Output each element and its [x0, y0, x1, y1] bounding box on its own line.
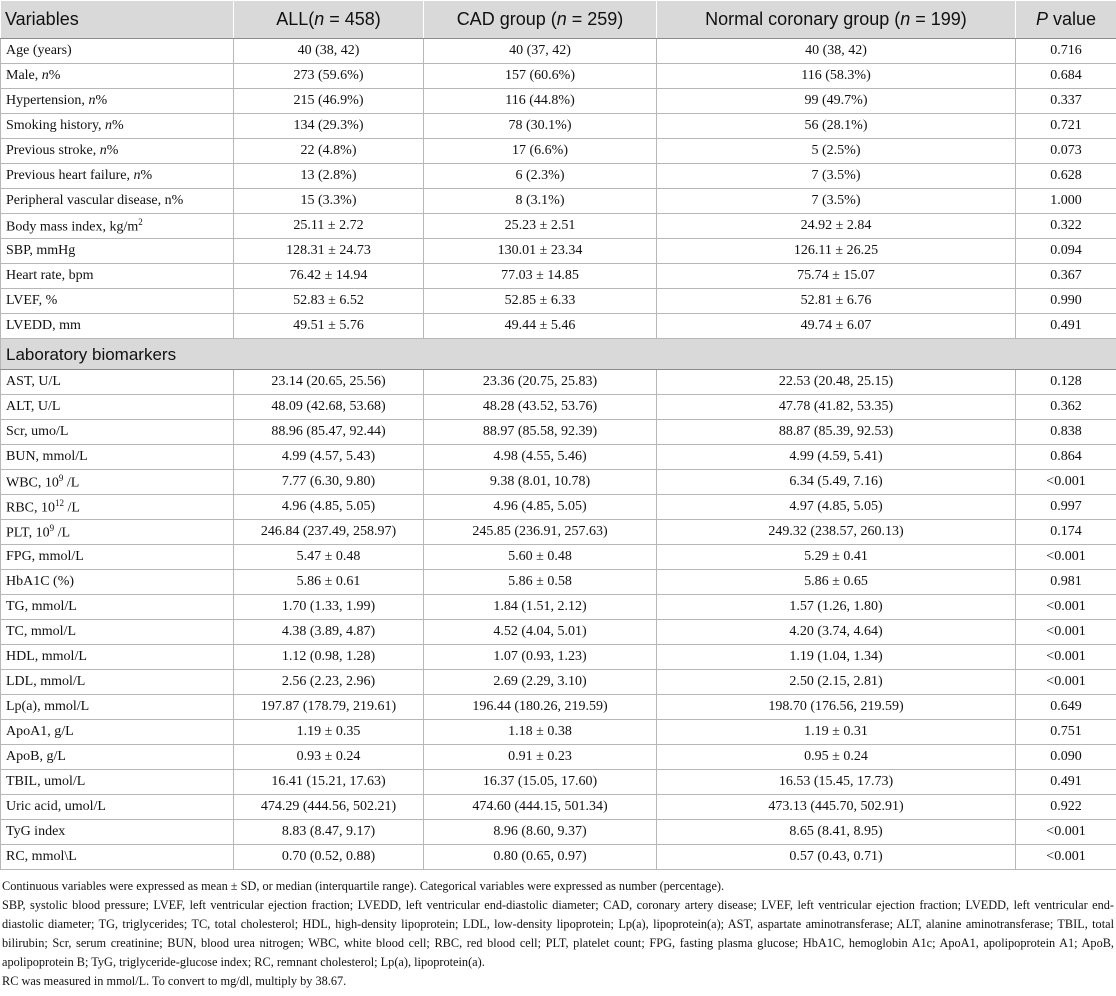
table-row — [1, 264, 1116, 289]
row-label: FPG, mmol/L — [1, 545, 234, 570]
cell-normal: 1.57 (1.26, 1.80) — [657, 595, 1016, 620]
row-label: HbA1C (%) — [1, 570, 234, 595]
row-label: Smoking history, n% — [1, 114, 234, 139]
cell-p-value: <0.001 — [1016, 645, 1116, 670]
row-label: SBP, mmHg — [1, 239, 234, 264]
cell-cad: 1.84 (1.51, 2.12) — [424, 595, 657, 620]
table-row — [1, 770, 1116, 795]
cell-normal: 2.50 (2.15, 2.81) — [657, 670, 1016, 695]
row-label: WBC, $10^9$ /L — [1, 470, 234, 495]
cell-p-value: 0.628 — [1016, 164, 1116, 189]
cell-cad: 0.91 ± 0.23 — [424, 745, 657, 770]
cell-cad: 6 (2.3%) — [424, 164, 657, 189]
cell-p-value: 0.073 — [1016, 139, 1116, 164]
table-row — [1, 420, 1116, 445]
row-label: ApoB, g/L — [1, 745, 234, 770]
row-label: Hypertension, n% — [1, 89, 234, 114]
cell-p-value: 0.838 — [1016, 420, 1116, 445]
cell-p-value: <0.001 — [1016, 545, 1116, 570]
table-footnotes — [0, 870, 1116, 991]
cell-normal: 5.86 ± 0.65 — [657, 570, 1016, 595]
cell-normal: 5.29 ± 0.41 — [657, 545, 1016, 570]
cell-all: 48.09 (42.68, 53.68) — [234, 395, 424, 420]
cell-p-value: <0.001 — [1016, 595, 1116, 620]
cell-cad: 196.44 (180.26, 219.59) — [424, 695, 657, 720]
table-row — [1, 520, 1116, 545]
table-row — [1, 620, 1116, 645]
cell-p-value: 0.922 — [1016, 795, 1116, 820]
table-row — [1, 820, 1116, 845]
row-label: Age (years) — [1, 39, 234, 64]
cell-normal: 99 (49.7%) — [657, 89, 1016, 114]
row-label: RC, mmol\L — [1, 845, 234, 870]
cell-all: 134 (29.3%) — [234, 114, 424, 139]
cell-p-value: 0.649 — [1016, 695, 1116, 720]
table-row — [1, 64, 1116, 89]
table-row — [1, 570, 1116, 595]
table-row — [1, 445, 1116, 470]
footnote-statistics: Continuous variables were expressed as mean ± SD, or median (interquartile range). Categorical variables were expressed as number (percentage). — [2, 879, 725, 893]
table-row — [1, 289, 1116, 314]
cell-p-value: 0.981 — [1016, 570, 1116, 595]
row-label: Uric acid, umol/L — [1, 795, 234, 820]
row-label: Body mass index, $kg/m^2$ — [1, 214, 234, 239]
table-row — [1, 114, 1116, 139]
cell-normal: 473.13 (445.70, 502.91) — [657, 795, 1016, 820]
cell-cad: 1.07 (0.93, 1.23) — [424, 645, 657, 670]
cell-cad: 116 (44.8%) — [424, 89, 657, 114]
cell-p-value: 0.716 — [1016, 39, 1116, 64]
cell-p-value: 0.997 — [1016, 495, 1116, 520]
row-label: LVEDD, mm — [1, 314, 234, 339]
cell-cad: 52.85 ± 6.33 — [424, 289, 657, 314]
cell-cad: 474.60 (444.15, 501.34) — [424, 795, 657, 820]
table-row — [1, 189, 1116, 214]
cell-cad: 5.86 ± 0.58 — [424, 570, 657, 595]
cell-normal: 56 (28.1%) — [657, 114, 1016, 139]
cell-normal: 4.99 (4.59, 5.41) — [657, 445, 1016, 470]
cell-p-value: 0.128 — [1016, 370, 1116, 395]
cell-cad: 49.44 ± 5.46 — [424, 314, 657, 339]
table-row — [1, 470, 1116, 495]
cell-all: 49.51 ± 5.76 — [234, 314, 424, 339]
cell-normal: 0.95 ± 0.24 — [657, 745, 1016, 770]
cell-p-value: 0.684 — [1016, 64, 1116, 89]
cell-normal: 75.74 ± 15.07 — [657, 264, 1016, 289]
cell-cad: 157 (60.6%) — [424, 64, 657, 89]
header-normal-coronary-group: Normal coronary group (n = 199) — [657, 1, 1016, 39]
cell-normal: 198.70 (176.56, 219.59) — [657, 695, 1016, 720]
footnote-abbreviations: SBP, systolic blood pressure; LVEF, left ventricular ejection fraction; LVEDD, left ventricular end-diastolic diameter; CAD, coronary artery disease; LVEF, left ventricular ejection fraction; LVEDD, left ventricular end-diastolic diameter; TG, triglycerides; TC, total cholesterol; HDL, high-density lipoprotein; LDL, low-density lipoprotein; Lp(a), lipoprotein(a); AST, aspartate aminotransferase; ALT, alanine aminotransferase; TBIL, total bilirubin; Scr, serum creatinine; BUN, blood urea nitrogen; WBC, white blood cell; RBC, red blood cell; PLT, platelet count; FPG, fasting plasma glucose; HbA1C, hemoglobin A1c; ApoA1, apolipoprotein A1; ApoB, apolipoprotein B; TyG, triglyceride-glucose index; RC, remnant cholesterol; Lp(a), lipoprotein(a). — [2, 898, 1114, 969]
cell-cad: 78 (30.1%) — [424, 114, 657, 139]
cell-p-value: 0.362 — [1016, 395, 1116, 420]
cell-cad: 16.37 (15.05, 17.60) — [424, 770, 657, 795]
cell-p-value: <0.001 — [1016, 845, 1116, 870]
cell-p-value: 0.174 — [1016, 520, 1116, 545]
table-row — [1, 139, 1116, 164]
cell-all: 15 (3.3%) — [234, 189, 424, 214]
row-label: BUN, mmol/L — [1, 445, 234, 470]
row-label: Peripheral vascular disease, n% — [1, 189, 234, 214]
table-row — [1, 670, 1116, 695]
cell-normal: 8.65 (8.41, 8.95) — [657, 820, 1016, 845]
header-variables: Variables — [1, 1, 234, 39]
row-label: AST, U/L — [1, 370, 234, 395]
cell-cad: 48.28 (43.52, 53.76) — [424, 395, 657, 420]
cell-normal: 116 (58.3%) — [657, 64, 1016, 89]
row-label: Heart rate, bpm — [1, 264, 234, 289]
cell-all: 5.86 ± 0.61 — [234, 570, 424, 595]
cell-cad: 2.69 (2.29, 3.10) — [424, 670, 657, 695]
cell-cad: 5.60 ± 0.48 — [424, 545, 657, 570]
cell-all: 7.77 (6.30, 9.80) — [234, 470, 424, 495]
cell-p-value: 0.367 — [1016, 264, 1116, 289]
cell-cad: 77.03 ± 14.85 — [424, 264, 657, 289]
row-label: LDL, mmol/L — [1, 670, 234, 695]
cell-cad: 40 (37, 42) — [424, 39, 657, 64]
cell-all: 16.41 (15.21, 17.63) — [234, 770, 424, 795]
cell-cad: 23.36 (20.75, 25.83) — [424, 370, 657, 395]
cell-p-value: 0.491 — [1016, 770, 1116, 795]
row-label: RBC, $10^{12}$ /L — [1, 495, 234, 520]
cell-normal: 1.19 ± 0.31 — [657, 720, 1016, 745]
cell-all: 88.96 (85.47, 92.44) — [234, 420, 424, 445]
cell-all: 197.87 (178.79, 219.61) — [234, 695, 424, 720]
table-row — [1, 239, 1116, 264]
cell-p-value: 0.751 — [1016, 720, 1116, 745]
cell-normal: 126.11 ± 26.25 — [657, 239, 1016, 264]
cell-p-value: 1.000 — [1016, 189, 1116, 214]
cell-normal: 22.53 (20.48, 25.15) — [657, 370, 1016, 395]
table-body — [1, 39, 1116, 870]
row-label: TyG index — [1, 820, 234, 845]
cell-cad: 88.97 (85.58, 92.39) — [424, 420, 657, 445]
cell-all: 76.42 ± 14.94 — [234, 264, 424, 289]
cell-all: 0.93 ± 0.24 — [234, 745, 424, 770]
row-label: HDL, mmol/L — [1, 645, 234, 670]
cell-all: 5.47 ± 0.48 — [234, 545, 424, 570]
cell-all: 40 (38, 42) — [234, 39, 424, 64]
cell-normal: 0.57 (0.43, 0.71) — [657, 845, 1016, 870]
table-row — [1, 395, 1116, 420]
cell-p-value: 0.721 — [1016, 114, 1116, 139]
cell-all: 1.19 ± 0.35 — [234, 720, 424, 745]
cell-all: 1.70 (1.33, 1.99) — [234, 595, 424, 620]
cell-cad: 130.01 ± 23.34 — [424, 239, 657, 264]
cell-cad: 4.98 (4.55, 5.46) — [424, 445, 657, 470]
section-title: Laboratory biomarkers — [1, 339, 1116, 370]
table-row — [1, 39, 1116, 64]
row-label: Scr, umo/L — [1, 420, 234, 445]
cell-cad: 8 (3.1%) — [424, 189, 657, 214]
section-row-laboratory-biomarkers — [1, 339, 1116, 370]
cell-all: 22 (4.8%) — [234, 139, 424, 164]
cell-p-value: <0.001 — [1016, 620, 1116, 645]
footnote-rc-conversion: RC was measured in mmol/L. To convert to mg/dl, multiply by 38.67. — [2, 974, 347, 988]
header-p-value: P value — [1016, 1, 1116, 39]
table-row — [1, 314, 1116, 339]
row-label: ALT, U/L — [1, 395, 234, 420]
cell-all: 474.29 (444.56, 502.21) — [234, 795, 424, 820]
table-row — [1, 795, 1116, 820]
cell-p-value: <0.001 — [1016, 820, 1116, 845]
table-row — [1, 370, 1116, 395]
cell-cad: 9.38 (8.01, 10.78) — [424, 470, 657, 495]
table-header-row — [1, 1, 1116, 39]
cell-cad: 245.85 (236.91, 257.63) — [424, 520, 657, 545]
cell-p-value: <0.001 — [1016, 470, 1116, 495]
cell-all: 4.38 (3.89, 4.87) — [234, 620, 424, 645]
cell-all: 23.14 (20.65, 25.56) — [234, 370, 424, 395]
cell-all: 52.83 ± 6.52 — [234, 289, 424, 314]
cell-p-value: <0.001 — [1016, 670, 1116, 695]
cell-all: 246.84 (237.49, 258.97) — [234, 520, 424, 545]
cell-p-value: 0.864 — [1016, 445, 1116, 470]
cell-normal: 5 (2.5%) — [657, 139, 1016, 164]
row-label: TBIL, umol/L — [1, 770, 234, 795]
cell-p-value: 0.322 — [1016, 214, 1116, 239]
cell-cad: 0.80 (0.65, 0.97) — [424, 845, 657, 870]
table-row — [1, 845, 1116, 870]
cell-all: 0.70 (0.52, 0.88) — [234, 845, 424, 870]
cell-all: 25.11 ± 2.72 — [234, 214, 424, 239]
table-row — [1, 695, 1116, 720]
cell-all: 273 (59.6%) — [234, 64, 424, 89]
cell-normal: 88.87 (85.39, 92.53) — [657, 420, 1016, 445]
table-row — [1, 214, 1116, 239]
cell-normal: 52.81 ± 6.76 — [657, 289, 1016, 314]
header-cad-group: CAD group (n = 259) — [424, 1, 657, 39]
row-label: Previous heart failure, n% — [1, 164, 234, 189]
row-label: PLT, $10^9$ /L — [1, 520, 234, 545]
table-row — [1, 595, 1116, 620]
table-row — [1, 89, 1116, 114]
table-row — [1, 164, 1116, 189]
cell-p-value: 0.990 — [1016, 289, 1116, 314]
cell-normal: 6.34 (5.49, 7.16) — [657, 470, 1016, 495]
table-row — [1, 745, 1116, 770]
row-label: Previous stroke, n% — [1, 139, 234, 164]
cell-normal: 7 (3.5%) — [657, 189, 1016, 214]
table-row — [1, 495, 1116, 520]
cell-p-value: 0.090 — [1016, 745, 1116, 770]
cell-all: 128.31 ± 24.73 — [234, 239, 424, 264]
header-all: ALL(n = 458) — [234, 1, 424, 39]
cell-all: 215 (46.9%) — [234, 89, 424, 114]
cell-cad: 8.96 (8.60, 9.37) — [424, 820, 657, 845]
cell-all: 8.83 (8.47, 9.17) — [234, 820, 424, 845]
cell-cad: 25.23 ± 2.51 — [424, 214, 657, 239]
cell-normal: 49.74 ± 6.07 — [657, 314, 1016, 339]
cell-normal: 24.92 ± 2.84 — [657, 214, 1016, 239]
cell-normal: 249.32 (238.57, 260.13) — [657, 520, 1016, 545]
cell-normal: 47.78 (41.82, 53.35) — [657, 395, 1016, 420]
cell-p-value: 0.094 — [1016, 239, 1116, 264]
cell-p-value: 0.491 — [1016, 314, 1116, 339]
row-label: Male, n% — [1, 64, 234, 89]
cell-normal: 4.97 (4.85, 5.05) — [657, 495, 1016, 520]
row-label: TG, mmol/L — [1, 595, 234, 620]
cell-p-value: 0.337 — [1016, 89, 1116, 114]
row-label: ApoA1, g/L — [1, 720, 234, 745]
cell-normal: 7 (3.5%) — [657, 164, 1016, 189]
cell-normal: 40 (38, 42) — [657, 39, 1016, 64]
cell-all: 13 (2.8%) — [234, 164, 424, 189]
cell-normal: 4.20 (3.74, 4.64) — [657, 620, 1016, 645]
row-label: LVEF, % — [1, 289, 234, 314]
cell-cad: 17 (6.6%) — [424, 139, 657, 164]
cell-normal: 1.19 (1.04, 1.34) — [657, 645, 1016, 670]
table-row — [1, 645, 1116, 670]
row-label: Lp(a), mmol/L — [1, 695, 234, 720]
cell-cad: 4.96 (4.85, 5.05) — [424, 495, 657, 520]
table-row — [1, 545, 1116, 570]
cell-all: 2.56 (2.23, 2.96) — [234, 670, 424, 695]
cell-cad: 1.18 ± 0.38 — [424, 720, 657, 745]
cell-all: 4.99 (4.57, 5.43) — [234, 445, 424, 470]
cell-all: 4.96 (4.85, 5.05) — [234, 495, 424, 520]
cell-normal: 16.53 (15.45, 17.73) — [657, 770, 1016, 795]
cell-cad: 4.52 (4.04, 5.01) — [424, 620, 657, 645]
row-label: TC, mmol/L — [1, 620, 234, 645]
table-row — [1, 720, 1116, 745]
cell-all: 1.12 (0.98, 1.28) — [234, 645, 424, 670]
